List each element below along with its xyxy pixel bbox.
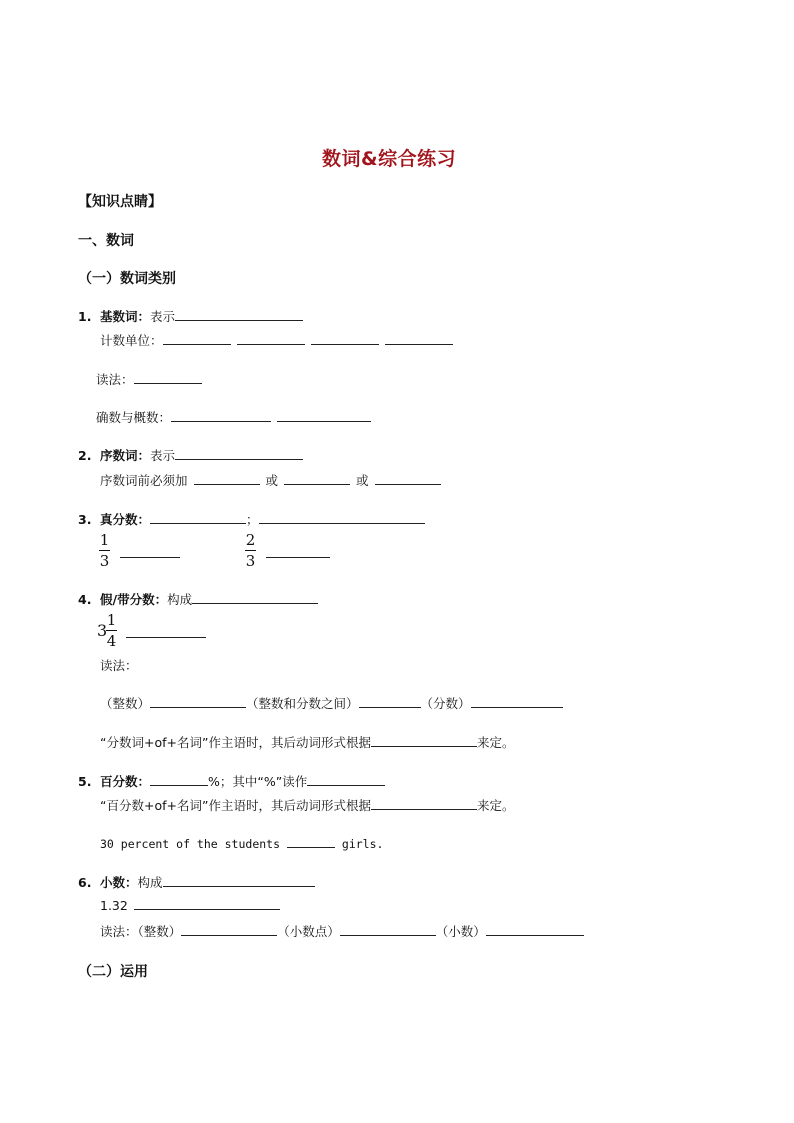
counting-unit-label: 计数单位： [100,333,163,348]
blank-line [134,372,202,384]
ordinal-prefix-row [100,471,441,489]
numerator: 2 [245,531,256,549]
blank-line [311,333,379,345]
ordinal-prefix-label: 序数词前必须加 [100,473,188,488]
blank-line [150,696,246,708]
subheading-categories: （一）数词类别 [78,271,176,287]
item-number: 3. [78,512,92,527]
blank-line [150,512,246,524]
decimal-value-row [100,898,280,913]
blank-line [340,924,436,936]
blank-line [171,410,271,422]
item-label: 序数词： [100,448,151,463]
mixed-whole: 3 [97,621,108,640]
blank-line [163,875,315,887]
percent-text: %；其中“%”读作 [208,774,308,789]
blank-line [287,836,335,848]
semicolon: ； [246,512,259,527]
blank-line [371,798,477,810]
rule-text: “百分数+of+名词”作主语时，其后动词形式根据 [100,798,371,813]
blank-line [163,333,231,345]
part-heading: 一、数词 [78,233,134,249]
denominator: 3 [245,552,256,570]
blank-line [307,774,385,786]
item-4-row [78,590,318,608]
item-2-row [78,446,303,464]
rule-text: “分数词+of+名词”作主语时，其后动词形式根据 [100,735,371,750]
item-label: 小数： [100,875,138,890]
blank-line [284,473,350,485]
blank-line [126,626,206,638]
blank-line [371,735,477,747]
blank-line [194,473,260,485]
blank-line [120,546,180,558]
mixed-reading-row [100,694,563,712]
blank-line [375,473,441,485]
item-text: 表示 [150,309,176,324]
decimal-read-label: 读法： [100,924,138,939]
blank-line [150,774,208,786]
decimal-point-label: （小数点） [277,924,340,939]
page-title: 数词&综合练习 [322,148,457,170]
item-label: 百分数： [100,774,151,789]
decimal-value: 1.32 [100,898,128,913]
denominator: 4 [106,632,117,650]
denominator: 3 [99,552,110,570]
blank-line [175,309,303,321]
example-sentence [100,836,383,851]
between-part-label: （整数和分数之间） [246,696,359,711]
mixed-fraction [106,611,117,650]
blank-line [486,924,584,936]
numerator: 1 [99,531,110,549]
decimal-reading-row [100,922,584,940]
or-text: 或 [356,473,369,488]
item-text: 表示 [150,448,176,463]
counting-unit-row [100,331,453,349]
item-text: 构成 [137,875,163,890]
fraction-one-third [99,531,110,570]
exact-approx-label: 确数与概数： [96,410,172,425]
rule-text-end: 来定。 [476,735,515,750]
item-number: 2. [78,448,92,463]
item-6-row [78,873,315,891]
blank-line [266,546,330,558]
numerator: 1 [106,611,117,629]
item-number: 5. [78,774,92,789]
decimal-whole-label: （整数） [137,924,182,939]
blank-line [259,512,425,524]
blank-line [385,333,453,345]
blank-line [181,924,277,936]
reading-row [96,370,202,388]
example-text: 30 percent of the students [100,837,281,851]
item-label: 基数词： [100,309,151,324]
item-5-row [78,772,385,790]
section-tag: 【知识点睛】 [78,194,162,210]
decimal-part-label: （小数） [435,924,486,939]
blank-line [471,696,563,708]
blank-line [192,592,318,604]
fraction-part-label: （分数） [420,696,471,711]
fraction-two-thirds [245,531,256,570]
item-1-row [78,307,303,325]
item-number: 1. [78,309,92,324]
blank-line [277,410,371,422]
item-number: 4. [78,592,92,607]
blank-line [134,898,280,910]
item-label: 假/带分数： [100,592,168,607]
read-label-row: 读法： [100,658,138,673]
reading-label: 读法： [96,372,134,387]
subheading-usage: （二）运用 [78,964,148,980]
percent-rule-row [100,796,514,814]
exact-approx-row [96,408,371,426]
blank-line [237,333,305,345]
blank-line [359,696,421,708]
rule-text-end: 来定。 [476,798,515,813]
example-text-end: girls. [341,837,384,851]
or-text: 或 [265,473,279,488]
item-label: 真分数： [100,512,151,527]
blank-line [175,448,303,460]
item-3-row [78,510,425,528]
item-text: 构成 [167,592,193,607]
fraction-rule-row [100,733,514,751]
whole-part-label: （整数） [100,696,151,711]
item-number: 6. [78,875,92,890]
